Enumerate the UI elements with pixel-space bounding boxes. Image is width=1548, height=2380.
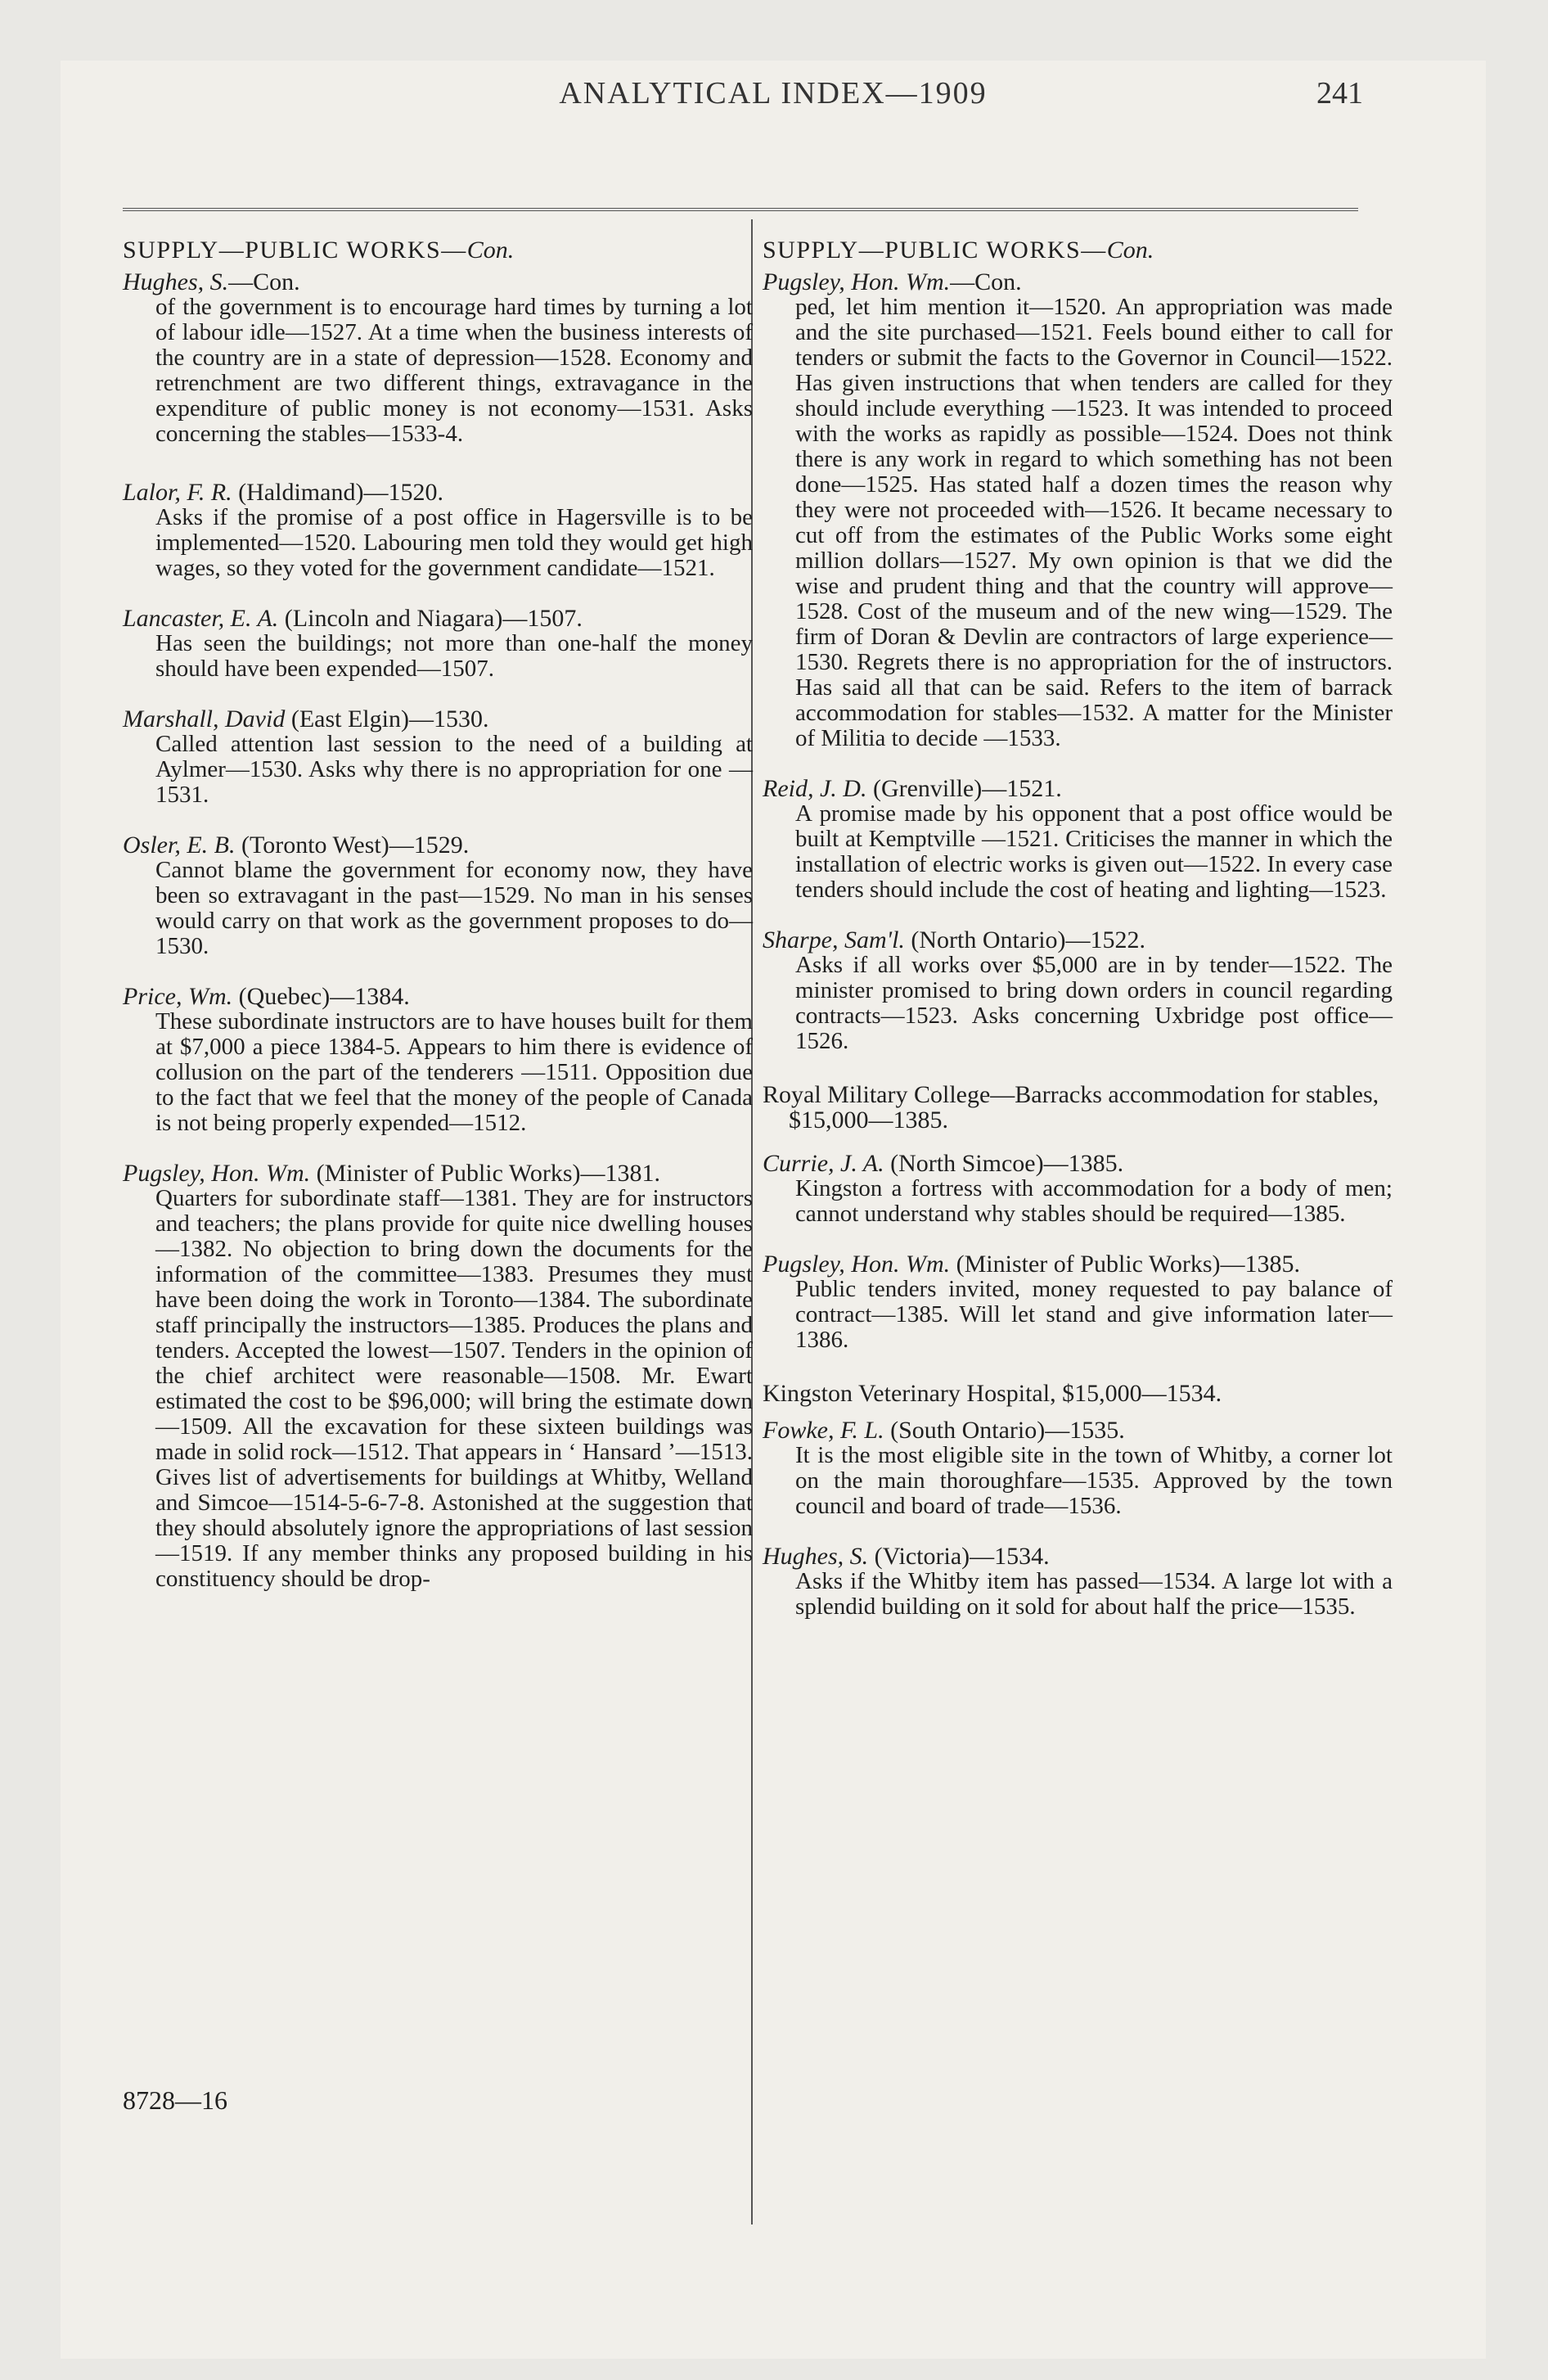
entry-text: Asks if all works over $5,000 are in by tender—1522. The minister promised to bring down orders in council regarding contracts—1523. Asks concerning Uxbridge post office—1526. xyxy=(795,952,1393,1054)
subject-heading: Royal Military College—Barracks accommodation for stables, $15,000—1385. xyxy=(763,1081,1379,1134)
entry-text: ped, let him mention it—1520. An appropriation was made and the site purchased—1521. Feels bound either to call for tenders or submit the facts to the Governor in Council—1522. Has given instructions that when tenders are called for they should include everything —1523. It was intended to proceed with the works as rapidly as possible—1524. Does not think there is any work in regard to which something has not been done—1525. Has stated half a dozen times the reason why they were not proceeded with—1526. It became necessary to cut off from the estimates of the Public Works some eight million dollars—1527. My own opinion is that we did the wise and prudent thing and that the country will approve—1528. Cost of the museum and of the new wing—1529. The firm of Doran & Devlin are contractors of large experience—1530. Regrets there is no appropriation for the of instructors. Has said all that can be said. Refers to the item of barrack accommodation for stables—1532. A matter for the Minister of Militia to decide —1533. xyxy=(795,294,1393,751)
speaker-line: Price, Wm. (Quebec)—1384. xyxy=(123,983,410,1010)
entry-text: Asks if the Whitby item has passed—1534. A large lot with a splendid building on it sold for about half the price—1535. xyxy=(795,1568,1393,1620)
speaker-line: Pugsley, Hon. Wm. (Minister of Public Works)—1385. xyxy=(763,1251,1300,1278)
speaker-name: Pugsley, Hon. Wm. xyxy=(123,1160,311,1187)
index-entry xyxy=(123,984,753,1136)
speaker-line: Reid, J. D. (Grenville)—1521. xyxy=(763,775,1062,802)
entry-text: of the government is to encourage hard times by turning a lot of labour idle—1527. At a time when the business interests of the country are in a state of depression—1528. Economy and retrenchment are two different things, extravagance in the expenditure of public money is not economy—1531. Asks concerning the stables—1533-4. xyxy=(155,294,753,447)
speaker-name: Osler, E. B. xyxy=(123,832,236,859)
entry-text: Called attention last session to the need of a building at Aylmer—1530. Asks why there is no appropriation for one —1531. xyxy=(155,731,753,808)
index-entry xyxy=(123,269,753,447)
index-entry xyxy=(763,1251,1393,1353)
entry-text: A promise made by his opponent that a post office would be built at Kemptville —1521. Criticises the manner in which the installation of electric works is given out—1522. In every case tenders should include the cost of heating and lighting—1523. xyxy=(795,800,1393,903)
section-heading: SUPPLY—PUBLIC WORKS—Con. xyxy=(763,237,1154,264)
speaker-name: Currie, J. A. xyxy=(763,1150,884,1177)
index-entry xyxy=(123,1161,753,1592)
header-rule xyxy=(123,208,1358,211)
speaker-name: Reid, J. D. xyxy=(763,775,867,802)
subject-heading: Kingston Veterinary Hospital, $15,000—1534. xyxy=(763,1380,1222,1407)
index-entry xyxy=(763,776,1393,903)
speaker-line: Currie, J. A. (North Simcoe)—1385. xyxy=(763,1150,1124,1177)
speaker-line: Hughes, S.—Con. xyxy=(123,268,300,295)
speaker-line: Lalor, F. R. (Haldimand)—1520. xyxy=(123,479,443,506)
speaker-name: Hughes, S. xyxy=(123,268,229,295)
entry-text: Asks if the promise of a post office in Hagersville is to be implemented—1520. Labouring men told they would get high wages, so they voted for the government candidate—1521. xyxy=(155,504,753,581)
entry-text: Public tenders invited, money requested to pay balance of contract—1385. Will let stand and give information later—1386. xyxy=(795,1276,1393,1353)
index-entry xyxy=(763,1418,1393,1519)
index-entry xyxy=(123,606,753,682)
index-entry xyxy=(763,269,1393,751)
entry-text: Kingston a fortress with accommodation for a body of men; cannot understand why stables should be required—1385. xyxy=(795,1175,1393,1227)
speaker-line: Pugsley, Hon. Wm.—Con. xyxy=(763,268,1022,295)
signature-mark: 8728—16 xyxy=(123,2085,227,2115)
entry-text: Cannot blame the government for economy now, they have been so extravagant in the past—1529. No man in his senses would carry on that work as the government proposes to do—1530. xyxy=(155,857,753,959)
speaker-name: Price, Wm. xyxy=(123,983,233,1010)
running-head xyxy=(61,75,1486,111)
section-heading: SUPPLY—PUBLIC WORKS—Con. xyxy=(123,237,515,264)
right-column xyxy=(763,237,1393,1620)
speaker-line: Pugsley, Hon. Wm. (Minister of Public Works)—1381. xyxy=(123,1160,660,1187)
index-entry xyxy=(123,706,753,808)
speaker-line: Sharpe, Sam'l. (North Ontario)—1522. xyxy=(763,926,1146,953)
speaker-name: Pugsley, Hon. Wm. xyxy=(763,268,951,295)
entry-text: Quarters for subordinate staff—1381. They are for instructors and teachers; the plans provide for quite nice dwelling houses—1382. No objection to bring down the documents for the information of the committee—1383. Presumes they must have been doing the work in Toronto—1384. The subordinate staff principally the instructors—1385. Produces the plans and tenders. Accepted the lowest—1507. Tenders in the opinion of the chief architect were reasonable—1508. Mr. Ewart estimated the cost to be $96,000; will bring the estimate down —1509. All the excavation for these sixteen buildings was made in solid rock—1512. That appears in ‘ Hansard ’—1513. Gives list of advertisements for buildings at Whitby, Welland and Simcoe—1514-5-6-7-8. Astonished at the suggestion that they should absolutely ignore the appropriations of last session—1519. If any member thinks any proposed building in his constituency should be drop- xyxy=(155,1185,753,1592)
left-column xyxy=(123,237,753,1592)
speaker-line: Fowke, F. L. (South Ontario)—1535. xyxy=(763,1417,1125,1444)
entry-text: Has seen the buildings; not more than one-half the money should have been expended—1507. xyxy=(155,630,753,682)
entry-text: These subordinate instructors are to have houses built for them at $7,000 a piece 1384-5. Appears to him there is evidence of collusion on the part of the tenderers —1511. Opposition due to the fact that we feel that the money of the people of Canada is not being properly expended—1512. xyxy=(155,1008,753,1136)
index-entry xyxy=(763,927,1393,1054)
speaker-line: Osler, E. B. (Toronto West)—1529. xyxy=(123,832,470,859)
speaker-line: Hughes, S. (Victoria)—1534. xyxy=(763,1543,1050,1570)
index-entry xyxy=(763,1151,1393,1227)
index-entry xyxy=(763,1544,1393,1620)
page-number: 241 xyxy=(1316,76,1363,110)
speaker-name: Hughes, S. xyxy=(763,1543,869,1570)
speaker-name: Pugsley, Hon. Wm. xyxy=(763,1251,951,1278)
running-head-title: ANALYTICAL INDEX—1909 xyxy=(559,76,988,110)
entry-text: It is the most eligible site in the town of Whitby, a corner lot on the main thoroughfare—1535. Approved by the town council and board of trade—1536. xyxy=(795,1442,1393,1519)
speaker-name: Lancaster, E. A. xyxy=(123,605,279,632)
index-entry xyxy=(123,480,753,581)
speaker-name: Sharpe, Sam'l. xyxy=(763,926,905,953)
speaker-line: Lancaster, E. A. (Lincoln and Niagara)—1507. xyxy=(123,605,583,632)
index-entry xyxy=(123,832,753,959)
speaker-line: Marshall, David (East Elgin)—1530. xyxy=(123,705,489,732)
speaker-name: Lalor, F. R. xyxy=(123,479,232,506)
speaker-name: Marshall, David xyxy=(123,705,286,732)
speaker-name: Fowke, F. L. xyxy=(763,1417,884,1444)
